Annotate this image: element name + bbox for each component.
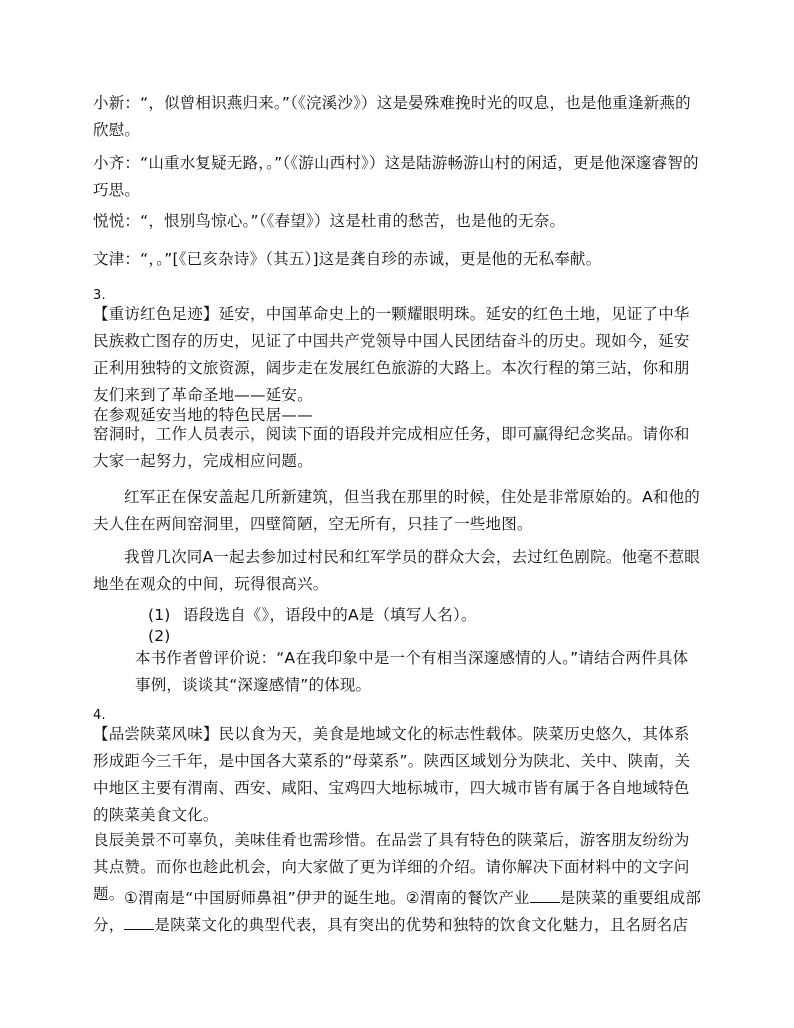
poem-line-xiaoqi: 小齐：“山重水复疑无路，。”（《游山西村》）这是陆游畅游山村的闲适，更是他深邃睿智的巧思。 <box>93 154 699 199</box>
question-4-material <box>93 885 705 939</box>
material-segment-1: ①渭南是“中国厨师鼻祖”伊尹的诞生地。②渭南的餐饮产业 <box>124 889 530 907</box>
material-segment-2: 是陕菜的重要组成部分， <box>93 889 702 934</box>
question-3-visit-line-2: 窑洞时，工作人员表示，阅读下面的语段并完成相应任务，即可赢得纪念奖品。请你和大家一起努力，完成相应问题。 <box>93 425 690 470</box>
question-3-sub1-text: 语段选自《》，语段中的A是（填写人名）。 <box>183 606 477 624</box>
question-4-number: 4. <box>93 708 106 723</box>
question-3-sub1-number: (1) <box>148 606 171 624</box>
question-4-paragraph-2: 良辰美景不可辜负，美味佳肴也需珍惜。在品尝了具有特色的陕菜后，游客朋友纷纷为其点赞。而你也趁此机会，向大家做了更为详细的介绍。请你解决下面材料中的文字问题。 <box>93 831 690 903</box>
material-segment-3: 是陕菜文化的典型代表，具有突出的优势和独特的饮食文化魅力，且名厨名店 <box>154 916 689 934</box>
question-3-number: 3. <box>93 288 106 303</box>
question-3-sub2-text: 本书作者曾评价说：“A在我印象中是一个有相当深邃感情的人。”请结合两件具体事例，谈谈其“深邃感情”的体现。 <box>135 649 689 694</box>
question-3-passage-2: 我曾几次同A一起去参加过村民和红军学员的群众大会，去过红色剧院。他毫不惹眼地坐在观众的中间，玩得很高兴。 <box>93 548 701 593</box>
blank-underline-1[interactable] <box>530 888 560 903</box>
question-4-intro: 【品尝陕菜风味】民以食为天，美食是地域文化的标志性载体。陕菜历史悠久，其体系形成距今三千年，是中国各大菜系的“母菜系”。陕西区域划分为陕北、关中、陕南，关中地区主要有渭南、西安、咸阳、宝鸡四大地标城市，四大城市皆有属于各自地域特色的陕菜美食文化。 <box>93 725 691 824</box>
poem-line-wenjin: 文津：“，。”[《已亥杂诗》（其五）]这是龚自珍的赤诚，更是他的无私奉献。 <box>93 250 602 268</box>
question-3-passage-1: 红军正在保安盖起几所新建筑，但当我在那里的时候，住处是非常原始的。A和他的夫人住在两间窑洞里，四壁简陋，空无所有，只挂了一些地图。 <box>93 488 701 533</box>
poem-line-xiaoxin: 小新：“，似曾相识燕归来。”（《浣溪沙》）这是晏殊难挽时光的叹息，也是他重逢新燕的欣慰。 <box>93 94 691 139</box>
question-3-sub2-number: (2) <box>148 627 171 645</box>
blank-underline-2[interactable] <box>124 915 154 930</box>
question-3-intro: 【重访红色足迹】延安，中国革命史上的一颗耀眼明珠。延安的红色土地，见证了中华民族救亡图存的历史，见证了中国共产党领导中国人民团结奋斗的历史。现如今，延安正利用独特的文旅资源，阔步走在发展红色旅游的大路上。本次行程的第三站，你和朋友们来到了革命圣地——延安。 <box>93 305 690 404</box>
question-3-visit-line-1: 在参观延安当地的特色民居—— <box>93 406 313 424</box>
poem-line-yueyue: 悦悦：“，恨别鸟惊心。”（《春望》）这是杜甫的愁苦，也是他的无奈。 <box>93 212 566 230</box>
